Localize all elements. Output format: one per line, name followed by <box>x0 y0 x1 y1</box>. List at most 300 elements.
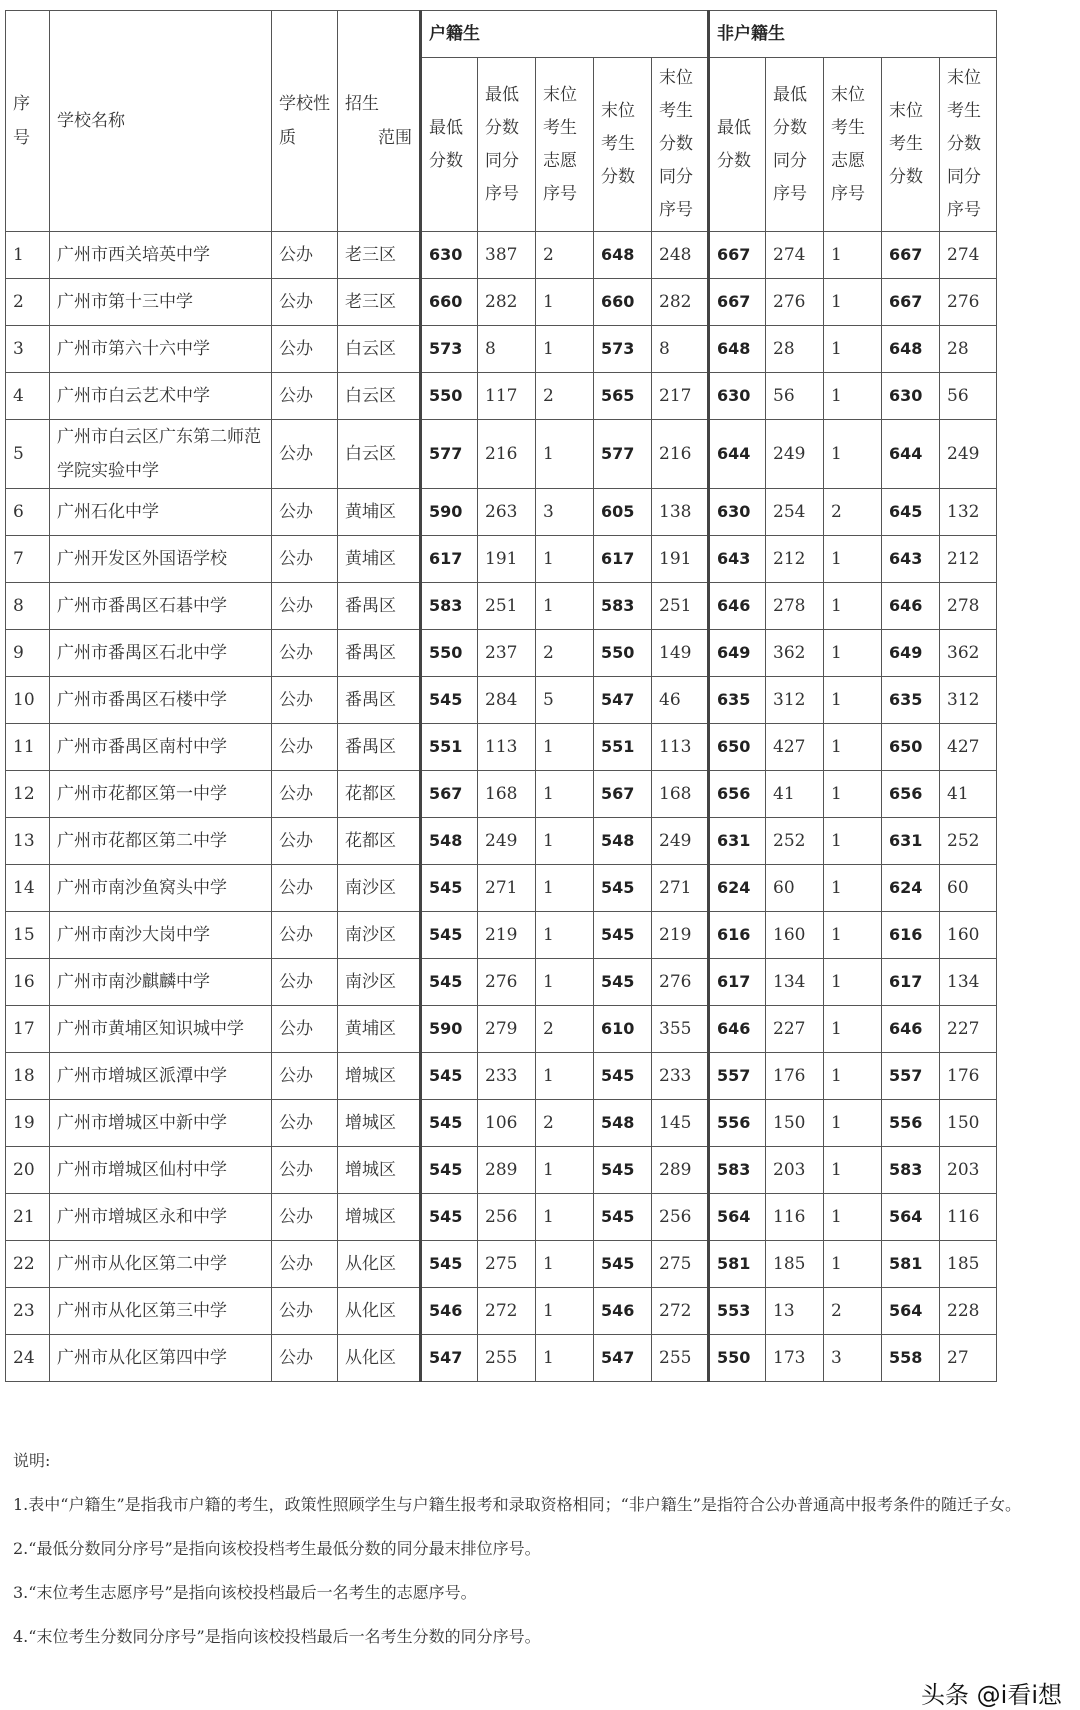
table-row <box>6 1100 997 1147</box>
cell-last-score: 667 <box>882 232 940 279</box>
cell-last-pref: 1 <box>536 420 594 489</box>
table-row <box>6 279 997 326</box>
cell-last-score: 545 <box>594 1147 652 1194</box>
cell-last-score: 656 <box>882 771 940 818</box>
table-row <box>6 724 997 771</box>
cell-last-rank: 275 <box>652 1241 709 1288</box>
cell-last-pref: 1 <box>824 1100 882 1147</box>
cell-min-rank: 274 <box>766 232 824 279</box>
cell-school-type: 公办 <box>272 1053 338 1100</box>
cell-min-score: 583 <box>709 1147 766 1194</box>
cell-last-pref: 1 <box>536 326 594 373</box>
cell-min-score: 556 <box>709 1100 766 1147</box>
cell-range: 从化区 <box>338 1288 421 1335</box>
cell-min-score: 581 <box>709 1241 766 1288</box>
cell-last-pref: 1 <box>536 912 594 959</box>
cell-last-pref: 1 <box>824 232 882 279</box>
cell-min-score: 545 <box>421 912 478 959</box>
cell-min-rank: 427 <box>766 724 824 771</box>
cell-school-name: 广州市白云区广东第二师范学院实验中学 <box>50 420 272 489</box>
cell-seq: 13 <box>6 818 50 865</box>
cell-min-score: 550 <box>421 373 478 420</box>
cell-min-rank: 191 <box>478 536 536 583</box>
group-header-nonlocal: 非户籍生 <box>709 11 997 58</box>
cell-range: 从化区 <box>338 1241 421 1288</box>
cell-min-score: 564 <box>709 1194 766 1241</box>
cell-last-score: 557 <box>882 1053 940 1100</box>
cell-min-rank: 276 <box>766 279 824 326</box>
cell-last-pref: 1 <box>536 865 594 912</box>
cell-min-score: 548 <box>421 818 478 865</box>
cell-min-rank: 219 <box>478 912 536 959</box>
cell-min-rank: 249 <box>766 420 824 489</box>
cell-seq: 14 <box>6 865 50 912</box>
cell-range: 老三区 <box>338 232 421 279</box>
cell-range: 番禺区 <box>338 677 421 724</box>
cell-last-rank: 289 <box>652 1147 709 1194</box>
cell-min-score: 551 <box>421 724 478 771</box>
cell-last-rank: 256 <box>652 1194 709 1241</box>
cell-school-type: 公办 <box>272 724 338 771</box>
cell-last-pref: 1 <box>824 1194 882 1241</box>
cell-last-pref: 1 <box>536 536 594 583</box>
note-item: 4.“末位考生分数同分序号”是指向该校投档最后一名考生分数的同分序号。 <box>13 1627 541 1646</box>
cell-school-name: 广州市南沙大岗中学 <box>50 912 272 959</box>
table-body <box>6 232 997 1382</box>
cell-last-rank: 191 <box>652 536 709 583</box>
cell-last-score: 573 <box>594 326 652 373</box>
cell-last-rank: 217 <box>652 373 709 420</box>
cell-school-type: 公办 <box>272 865 338 912</box>
cell-school-type: 公办 <box>272 1006 338 1053</box>
notes-section <box>5 1438 1080 1654</box>
cell-last-pref: 1 <box>824 1006 882 1053</box>
cell-last-rank: 233 <box>652 1053 709 1100</box>
cell-seq: 17 <box>6 1006 50 1053</box>
cell-range: 番禺区 <box>338 630 421 677</box>
cell-last-score: 650 <box>882 724 940 771</box>
cell-min-score: 557 <box>709 1053 766 1100</box>
table-row <box>6 420 997 489</box>
cell-school-name: 广州市黄埔区知识城中学 <box>50 1006 272 1053</box>
cell-min-score: 646 <box>709 1006 766 1053</box>
cell-last-score: 624 <box>882 865 940 912</box>
cell-school-name: 广州市番禺区石楼中学 <box>50 677 272 724</box>
cell-last-rank: 176 <box>940 1053 997 1100</box>
cell-school-name: 广州市从化区第四中学 <box>50 1335 272 1382</box>
cell-last-score: 545 <box>594 1241 652 1288</box>
cell-last-pref: 2 <box>824 1288 882 1335</box>
cell-last-score: 564 <box>882 1194 940 1241</box>
cell-seq: 22 <box>6 1241 50 1288</box>
cell-school-name: 广州市第六十六中学 <box>50 326 272 373</box>
cell-min-score: 545 <box>421 677 478 724</box>
cell-last-pref: 1 <box>824 373 882 420</box>
cell-min-rank: 271 <box>478 865 536 912</box>
cell-last-score: 616 <box>882 912 940 959</box>
table-row <box>6 583 997 630</box>
cell-school-name: 广州开发区外国语学校 <box>50 536 272 583</box>
cell-last-pref: 1 <box>824 771 882 818</box>
cell-min-rank: 113 <box>478 724 536 771</box>
cell-last-score: 545 <box>594 912 652 959</box>
cell-min-rank: 312 <box>766 677 824 724</box>
cell-last-score: 546 <box>594 1288 652 1335</box>
col-header-type: 学校性质 <box>272 11 338 232</box>
col-header-min-score: 最低分数 <box>709 58 766 232</box>
cell-last-score: 558 <box>882 1335 940 1382</box>
col-header-min-rank: 最低分数同分序号 <box>766 58 824 232</box>
cell-seq: 6 <box>6 489 50 536</box>
cell-last-score: 564 <box>882 1288 940 1335</box>
cell-last-rank: 113 <box>652 724 709 771</box>
cell-last-pref: 1 <box>536 1147 594 1194</box>
cell-school-name: 广州市南沙麒麟中学 <box>50 959 272 1006</box>
cell-school-type: 公办 <box>272 420 338 489</box>
col-header-name: 学校名称 <box>50 11 272 232</box>
table-row <box>6 818 997 865</box>
cell-last-score: 548 <box>594 818 652 865</box>
cell-last-score: 617 <box>882 959 940 1006</box>
cell-last-score: 646 <box>882 583 940 630</box>
table-row <box>6 1335 997 1382</box>
cell-min-rank: 116 <box>766 1194 824 1241</box>
cell-last-pref: 2 <box>536 232 594 279</box>
cell-last-pref: 3 <box>824 1335 882 1382</box>
col-header-last-score: 末位考生分数 <box>594 58 652 232</box>
cell-range: 番禺区 <box>338 724 421 771</box>
cell-last-pref: 2 <box>536 1006 594 1053</box>
cell-school-type: 公办 <box>272 232 338 279</box>
cell-range: 白云区 <box>338 420 421 489</box>
cell-last-score: 646 <box>882 1006 940 1053</box>
cell-last-rank: 312 <box>940 677 997 724</box>
cell-min-score: 617 <box>709 959 766 1006</box>
cell-school-type: 公办 <box>272 912 338 959</box>
cell-min-rank: 150 <box>766 1100 824 1147</box>
cell-last-score: 567 <box>594 771 652 818</box>
cell-seq: 5 <box>6 420 50 489</box>
cell-last-rank: 255 <box>652 1335 709 1382</box>
table-row <box>6 1006 997 1053</box>
col-header-last-rank: 末位考生分数同分序号 <box>940 58 997 232</box>
cell-school-name: 广州市南沙鱼窝头中学 <box>50 865 272 912</box>
cell-min-score: 660 <box>421 279 478 326</box>
cell-last-pref: 1 <box>824 279 882 326</box>
cell-last-pref: 1 <box>824 420 882 489</box>
cell-school-name: 广州市增城区仙村中学 <box>50 1147 272 1194</box>
cell-last-rank: 132 <box>940 489 997 536</box>
table-row <box>6 1147 997 1194</box>
cell-last-score: 583 <box>594 583 652 630</box>
cell-min-rank: 255 <box>478 1335 536 1382</box>
cell-min-rank: 134 <box>766 959 824 1006</box>
cell-last-rank: 274 <box>940 232 997 279</box>
cell-min-rank: 160 <box>766 912 824 959</box>
cell-range: 黄埔区 <box>338 536 421 583</box>
cell-school-type: 公办 <box>272 1147 338 1194</box>
cell-min-score: 545 <box>421 1100 478 1147</box>
col-header-last-score: 末位考生分数 <box>882 58 940 232</box>
cell-last-score: 577 <box>594 420 652 489</box>
cell-seq: 8 <box>6 583 50 630</box>
cell-min-score: 630 <box>709 373 766 420</box>
cell-min-rank: 254 <box>766 489 824 536</box>
cell-min-score: 630 <box>421 232 478 279</box>
cell-school-name: 广州市增城区永和中学 <box>50 1194 272 1241</box>
cell-school-type: 公办 <box>272 373 338 420</box>
cell-last-score: 550 <box>594 630 652 677</box>
table-row <box>6 1288 997 1335</box>
cell-last-score: 667 <box>882 279 940 326</box>
cell-min-score: 635 <box>709 677 766 724</box>
cell-seq: 21 <box>6 1194 50 1241</box>
cell-last-score: 649 <box>882 630 940 677</box>
cell-min-rank: 284 <box>478 677 536 724</box>
cell-last-rank: 276 <box>652 959 709 1006</box>
table-row <box>6 1194 997 1241</box>
cell-school-name: 广州市第十三中学 <box>50 279 272 326</box>
cell-min-rank: 237 <box>478 630 536 677</box>
cell-last-pref: 1 <box>824 959 882 1006</box>
cell-last-rank: 134 <box>940 959 997 1006</box>
admission-score-table <box>5 10 997 1382</box>
note-item: 2.“最低分数同分序号”是指向该校投档考生最低分数的同分最末排位序号。 <box>13 1539 541 1558</box>
cell-seq: 11 <box>6 724 50 771</box>
cell-school-name: 广州市西关培英中学 <box>50 232 272 279</box>
cell-last-pref: 1 <box>824 724 882 771</box>
table-row <box>6 912 997 959</box>
cell-seq: 18 <box>6 1053 50 1100</box>
cell-last-rank: 168 <box>652 771 709 818</box>
cell-last-rank: 252 <box>940 818 997 865</box>
cell-min-rank: 28 <box>766 326 824 373</box>
cell-min-rank: 185 <box>766 1241 824 1288</box>
cell-min-rank: 263 <box>478 489 536 536</box>
cell-last-rank: 149 <box>652 630 709 677</box>
cell-school-type: 公办 <box>272 1194 338 1241</box>
cell-min-score: 624 <box>709 865 766 912</box>
cell-last-rank: 251 <box>652 583 709 630</box>
cell-school-name: 广州市增城区派潭中学 <box>50 1053 272 1100</box>
cell-min-score: 546 <box>421 1288 478 1335</box>
cell-last-rank: 150 <box>940 1100 997 1147</box>
cell-min-rank: 249 <box>478 818 536 865</box>
cell-last-score: 645 <box>882 489 940 536</box>
cell-last-score: 660 <box>594 279 652 326</box>
cell-school-name: 广州市花都区第二中学 <box>50 818 272 865</box>
cell-last-pref: 1 <box>536 1241 594 1288</box>
cell-last-score: 545 <box>594 1194 652 1241</box>
cell-school-type: 公办 <box>272 771 338 818</box>
cell-seq: 24 <box>6 1335 50 1382</box>
col-header-seq: 序号 <box>6 11 50 232</box>
col-header-range: 招生 范围 <box>338 11 421 232</box>
cell-last-pref: 2 <box>536 373 594 420</box>
watermark: 头条 @i看i想 <box>921 1681 1062 1709</box>
cell-min-score: 617 <box>421 536 478 583</box>
cell-last-pref: 1 <box>536 771 594 818</box>
cell-last-score: 547 <box>594 1335 652 1382</box>
cell-school-type: 公办 <box>272 1241 338 1288</box>
cell-min-rank: 41 <box>766 771 824 818</box>
cell-last-score: 545 <box>594 959 652 1006</box>
cell-last-rank: 27 <box>940 1335 997 1382</box>
cell-last-pref: 1 <box>824 1053 882 1100</box>
cell-min-score: 656 <box>709 771 766 818</box>
cell-min-score: 648 <box>709 326 766 373</box>
cell-min-score: 545 <box>421 865 478 912</box>
group-header-local: 户籍生 <box>421 11 709 58</box>
col-header-last-pref: 末位考生志愿序号 <box>536 58 594 232</box>
cell-last-pref: 1 <box>824 677 882 724</box>
cell-min-score: 667 <box>709 279 766 326</box>
cell-last-pref: 1 <box>536 1194 594 1241</box>
cell-min-score: 547 <box>421 1335 478 1382</box>
cell-min-score: 545 <box>421 1053 478 1100</box>
cell-last-pref: 1 <box>824 1241 882 1288</box>
cell-last-rank: 46 <box>652 677 709 724</box>
cell-school-name: 广州市番禺区石碁中学 <box>50 583 272 630</box>
cell-last-score: 565 <box>594 373 652 420</box>
cell-last-score: 545 <box>594 865 652 912</box>
cell-min-score: 616 <box>709 912 766 959</box>
cell-min-rank: 276 <box>478 959 536 1006</box>
cell-min-rank: 168 <box>478 771 536 818</box>
note-item: 1.表中“户籍生”是指我市户籍的考生，政策性照顾学生与户籍生报考和录取资格相同；“非户籍生”是指符合公办普通高中报考条件的随迁子女。 <box>13 1495 1021 1514</box>
cell-last-pref: 3 <box>536 489 594 536</box>
cell-range: 从化区 <box>338 1335 421 1382</box>
cell-last-pref: 1 <box>824 865 882 912</box>
table-row <box>6 232 997 279</box>
cell-school-type: 公办 <box>272 818 338 865</box>
cell-seq: 23 <box>6 1288 50 1335</box>
cell-range: 黄埔区 <box>338 1006 421 1053</box>
cell-seq: 4 <box>6 373 50 420</box>
cell-last-score: 648 <box>594 232 652 279</box>
cell-last-rank: 278 <box>940 583 997 630</box>
cell-range: 增城区 <box>338 1147 421 1194</box>
cell-min-rank: 256 <box>478 1194 536 1241</box>
cell-school-name: 广州市番禺区石北中学 <box>50 630 272 677</box>
cell-last-rank: 60 <box>940 865 997 912</box>
cell-last-rank: 8 <box>652 326 709 373</box>
table-row <box>6 373 997 420</box>
cell-last-score: 635 <box>882 677 940 724</box>
cell-school-type: 公办 <box>272 1335 338 1382</box>
col-header-last-pref: 末位考生志愿序号 <box>824 58 882 232</box>
cell-last-pref: 1 <box>824 818 882 865</box>
cell-last-pref: 5 <box>536 677 594 724</box>
cell-school-name: 广州石化中学 <box>50 489 272 536</box>
cell-last-pref: 1 <box>824 326 882 373</box>
cell-last-rank: 272 <box>652 1288 709 1335</box>
cell-last-rank: 227 <box>940 1006 997 1053</box>
cell-last-pref: 1 <box>824 536 882 583</box>
cell-seq: 15 <box>6 912 50 959</box>
cell-min-score: 545 <box>421 959 478 1006</box>
cell-min-score: 545 <box>421 1147 478 1194</box>
cell-last-rank: 362 <box>940 630 997 677</box>
cell-last-pref: 1 <box>536 959 594 1006</box>
cell-last-score: 551 <box>594 724 652 771</box>
table-row <box>6 1053 997 1100</box>
cell-min-rank: 212 <box>766 536 824 583</box>
cell-min-rank: 8 <box>478 326 536 373</box>
cell-min-score: 550 <box>421 630 478 677</box>
cell-range: 白云区 <box>338 326 421 373</box>
table-row <box>6 536 997 583</box>
cell-min-score: 590 <box>421 489 478 536</box>
cell-last-pref: 1 <box>536 1053 594 1100</box>
cell-min-rank: 252 <box>766 818 824 865</box>
cell-last-score: 631 <box>882 818 940 865</box>
cell-last-pref: 1 <box>536 724 594 771</box>
cell-min-rank: 278 <box>766 583 824 630</box>
cell-last-score: 643 <box>882 536 940 583</box>
cell-min-rank: 13 <box>766 1288 824 1335</box>
cell-school-name: 广州市从化区第三中学 <box>50 1288 272 1335</box>
cell-range: 老三区 <box>338 279 421 326</box>
cell-last-pref: 2 <box>824 489 882 536</box>
cell-min-rank: 279 <box>478 1006 536 1053</box>
cell-min-rank: 173 <box>766 1335 824 1382</box>
cell-last-score: 605 <box>594 489 652 536</box>
cell-seq: 1 <box>6 232 50 279</box>
cell-last-rank: 185 <box>940 1241 997 1288</box>
col-header-min-score: 最低分数 <box>421 58 478 232</box>
cell-last-pref: 1 <box>536 1288 594 1335</box>
table-row <box>6 630 997 677</box>
cell-min-rank: 251 <box>478 583 536 630</box>
cell-min-rank: 387 <box>478 232 536 279</box>
cell-min-score: 649 <box>709 630 766 677</box>
table-row <box>6 959 997 1006</box>
cell-range: 南沙区 <box>338 865 421 912</box>
cell-min-score: 650 <box>709 724 766 771</box>
cell-range: 花都区 <box>338 818 421 865</box>
cell-min-rank: 362 <box>766 630 824 677</box>
cell-min-score: 567 <box>421 771 478 818</box>
cell-seq: 16 <box>6 959 50 1006</box>
table-row <box>6 865 997 912</box>
cell-school-name: 广州市白云艺术中学 <box>50 373 272 420</box>
table-row <box>6 771 997 818</box>
cell-school-type: 公办 <box>272 326 338 373</box>
cell-last-rank: 41 <box>940 771 997 818</box>
cell-school-type: 公办 <box>272 1288 338 1335</box>
cell-last-rank: 249 <box>940 420 997 489</box>
cell-last-rank: 56 <box>940 373 997 420</box>
cell-min-rank: 60 <box>766 865 824 912</box>
cell-min-rank: 117 <box>478 373 536 420</box>
cell-min-rank: 176 <box>766 1053 824 1100</box>
cell-last-rank: 138 <box>652 489 709 536</box>
cell-school-type: 公办 <box>272 1100 338 1147</box>
cell-last-score: 630 <box>882 373 940 420</box>
cell-last-score: 617 <box>594 536 652 583</box>
cell-last-rank: 249 <box>652 818 709 865</box>
cell-last-pref: 1 <box>824 583 882 630</box>
cell-last-rank: 248 <box>652 232 709 279</box>
cell-last-pref: 1 <box>536 279 594 326</box>
cell-last-score: 583 <box>882 1147 940 1194</box>
cell-last-score: 545 <box>594 1053 652 1100</box>
cell-min-rank: 216 <box>478 420 536 489</box>
cell-min-rank: 289 <box>478 1147 536 1194</box>
cell-last-rank: 282 <box>652 279 709 326</box>
cell-range: 南沙区 <box>338 959 421 1006</box>
